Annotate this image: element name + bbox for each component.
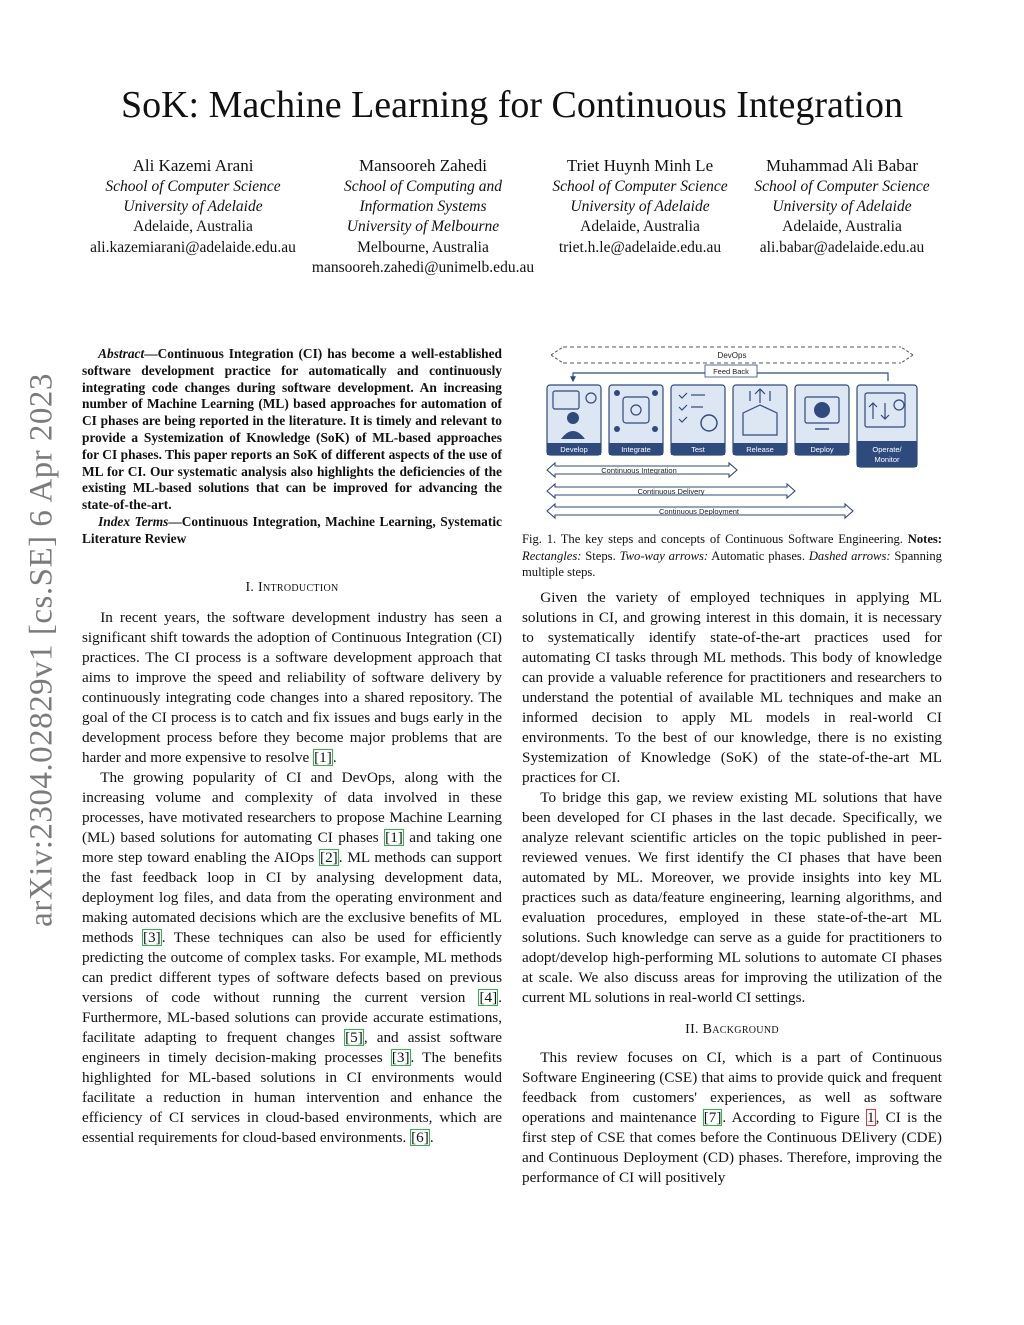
figure-1-diagram bbox=[543, 343, 921, 523]
notes-text: Spanning multiple steps. bbox=[522, 548, 942, 579]
author-email: triet.h.le@adelaide.edu.au bbox=[558, 238, 722, 256]
citation-link[interactable]: [2] bbox=[320, 848, 338, 866]
step-develop bbox=[547, 385, 601, 455]
right-column bbox=[522, 588, 942, 1188]
section-heading-introduction bbox=[82, 578, 502, 598]
step-deploy bbox=[795, 385, 849, 455]
step-label: Deploy bbox=[810, 445, 834, 454]
feedback-loop bbox=[573, 365, 888, 381]
text-run: . Furthermore, ML-based solutions can provide accurate estimations, facilitate adapting to frequent changes bbox=[82, 988, 502, 1046]
phase-label: Continuous Integration bbox=[601, 466, 677, 475]
figure-reference-link[interactable]: 1 bbox=[866, 1109, 875, 1126]
author-affiliation: University of Adelaide bbox=[772, 198, 912, 216]
background-paragraph-1 bbox=[522, 1048, 942, 1188]
notes-text: Automatic phases. bbox=[708, 548, 809, 563]
index-terms-text: —Continuous Integration, Machine Learning, Systematic Literature Review bbox=[82, 513, 502, 546]
intro-paragraph-1 bbox=[82, 608, 502, 768]
author-location: Melbourne, Australia bbox=[357, 238, 489, 256]
author-email: ali.babar@adelaide.edu.au bbox=[759, 238, 925, 256]
right-paragraph-2: To bridge this gap, we review existing ML solutions that have been developed for CI phases in the last decade. Specifically, we analyze relevant scientific articles on the topic published in peer-reviewed venues. We first identify the CI phases that have been automated by ML. Moreover, we provide insights into key ML practices such as data/feature engineering, learning algorithms, and evaluation procedures, employed in these state-of-the-art ML solutions. Such knowledge can serve as a guide for practitioners to adopt/develop high-performing ML solutions to automate CI phases at scale. We also discuss areas for improving the utilization of the current ML solutions in real-world CI settings. bbox=[522, 789, 942, 1006]
phase-label: Continuous Deployment bbox=[658, 507, 740, 516]
section-title: Introduction bbox=[258, 579, 339, 595]
author-affiliation: University of Melbourne bbox=[346, 218, 500, 236]
figure-caption-label: Fig. 1. bbox=[522, 532, 557, 546]
text-run: . bbox=[429, 1128, 434, 1146]
text-run: . bbox=[332, 748, 337, 766]
citation-link[interactable]: [4] bbox=[479, 988, 498, 1006]
step-integrate bbox=[609, 385, 663, 455]
author-name: Ali Kazemi Arani bbox=[132, 156, 254, 175]
citation-link[interactable]: [7] bbox=[703, 1109, 722, 1126]
left-column bbox=[82, 346, 502, 1148]
text-run: and taking one more step toward enabling the AIOps bbox=[82, 828, 502, 866]
section-heading-background bbox=[522, 1020, 942, 1040]
text-run: The growing popularity of CI and DevOps, along with the increasing volume and complexity of data involved in these processes, have motivated researchers to propose Machine Learning (ML) based solutions for automating CI phases bbox=[82, 768, 502, 846]
step-label: Test bbox=[691, 445, 705, 454]
author-block-4 bbox=[740, 155, 944, 258]
author-location: Adelaide, Australia bbox=[133, 218, 253, 236]
citation-link[interactable]: [1] bbox=[314, 748, 332, 766]
notes-term: Dashed arrows: bbox=[808, 548, 891, 563]
citation-link[interactable]: [3] bbox=[391, 1048, 410, 1066]
step-release bbox=[733, 385, 787, 455]
abstract-text: —Continuous Integration (CI) has become a well-established software development practice for automatically and continuously integrating code changes during software development. An increasing number of Machine Learning (ML) based approaches for automation of CI phases are being reported in the literature. It is timely and relevant to provide a Systemization of Knowledge (SoK) of ML-based approaches for CI phases. This paper reports an SoK of different aspects of the use of ML for CI. Our systematic analysis also highlights the deficiencies of the existing ML-based solutions that can be improved for advancing the state-of-the-art. bbox=[82, 346, 502, 513]
right-paragraph-1: Given the variety of employed techniques in applying ML solutions in CI, and growing interest in this domain, it is necessary to systematically identify state-of-the-art practices used for automating CI tasks through ML methods. This body of knowledge can provide a valuable reference for practitioners and researchers to understand the potential of available ML techniques and make an informed decision to apply ML models in real-world CI environments. To the best of our knowledge, there is no existing Systemization of Knowledge (SoK) of the state-of-the-art ML practices for CI. bbox=[522, 589, 942, 786]
figure-caption-text: The key steps and concepts of Continuous Software Engineering. bbox=[556, 532, 903, 546]
figure-notes-label: Notes: bbox=[907, 532, 943, 546]
devops-label: DevOps bbox=[717, 351, 747, 360]
author-email: ali.kazemiarani@adelaide.edu.au bbox=[90, 238, 296, 256]
citation-link[interactable]: [5] bbox=[345, 1028, 363, 1046]
section-number: II. bbox=[685, 1022, 703, 1037]
text-run: . ML methods can support the fast feedback loop in CI by analysing development data, deployment log files, and data from the operating environment and making automated decisions which are the exclusive benefits of ML methods bbox=[82, 848, 502, 946]
section-title: Background bbox=[702, 1022, 779, 1037]
arxiv-id: arXiv:2304.02829v1 [cs.SE] 6 Apr 2023 bbox=[23, 373, 60, 927]
author-name: Mansooreh Zahedi bbox=[359, 156, 487, 175]
paper-title: SoK: Machine Learning for Continuous Integration bbox=[120, 84, 903, 126]
phase-label: Continuous Delivery bbox=[637, 487, 705, 496]
author-affiliation: School of Computer Science bbox=[105, 178, 281, 195]
text-run: . These techniques can also be used for efficiently predicting the outcome of complex tasks. For example, ML methods can predict different types of software defects based on previous versions of code without running the current version bbox=[82, 928, 502, 1006]
feedback-label: Feed Back bbox=[713, 367, 749, 376]
author-block-1 bbox=[82, 155, 304, 258]
text-run: , and assist software engineers in timely decision-making processes bbox=[82, 1028, 502, 1066]
author-block-2 bbox=[302, 155, 544, 278]
devops-dashed-arrow bbox=[551, 347, 913, 363]
step-operate-monitor bbox=[857, 385, 917, 467]
step-label: Monitor bbox=[874, 455, 900, 464]
step-label: Develop bbox=[560, 445, 588, 454]
author-name: Triet Huynh Minh Le bbox=[566, 156, 714, 175]
author-block-3 bbox=[540, 155, 740, 258]
phase-arrow-cde bbox=[547, 484, 795, 498]
index-terms bbox=[82, 514, 502, 548]
author-affiliation: University of Adelaide bbox=[123, 198, 263, 216]
author-email: mansooreh.zahedi@unimelb.edu.au bbox=[311, 258, 535, 276]
author-affiliation: School of Computer Science bbox=[552, 178, 728, 195]
author-affiliation: University of Adelaide bbox=[570, 198, 710, 216]
citation-link[interactable]: [1] bbox=[385, 828, 403, 846]
citation-link[interactable]: [6] bbox=[411, 1128, 429, 1146]
text-run: , CI is the first step of CSE that comes before the Continuous DElivery (CDE) and Continuous Deployment (CD) phases. Therefore, improving the performance of CI will positively bbox=[522, 1109, 942, 1186]
author-location: Adelaide, Australia bbox=[782, 218, 902, 236]
step-label: Integrate bbox=[621, 445, 651, 454]
text-run: In recent years, the software development industry has seen a significant shift towards the adoption of Continuous Integration (CI) practices. The CI process is a software development approach that aims to improve the speed and reliability of software delivery by continuously integrating code changes into a shared repository. The goal of the CI process is to catch and fix issues and bugs early in the development process before they become major problems that are harder and more expensive to resolve bbox=[82, 608, 502, 766]
notes-text: Steps. bbox=[581, 548, 620, 563]
step-test bbox=[671, 385, 725, 455]
text-run: This review focuses on CI, which is a part of Continuous Software Engineering (CSE) that aims to provide quick and frequent feedback from customers' experiences, as well as software operations and maintenance bbox=[522, 1049, 942, 1126]
step-label: Release bbox=[746, 445, 774, 454]
section-number: I. bbox=[245, 579, 259, 595]
text-run: . The benefits highlighted for ML-based solutions in CI environments would facilitate a reduction in human intervention and enhance the efficiency of CI services in cloud-based environments, which are essential requirements for cloud-based environments. bbox=[82, 1048, 502, 1146]
intro-paragraph-2 bbox=[82, 768, 502, 1148]
notes-term: Rectangles: bbox=[522, 548, 582, 563]
author-affiliation: School of Computing and bbox=[343, 178, 502, 195]
author-name: Muhammad Ali Babar bbox=[765, 156, 919, 175]
abstract bbox=[82, 346, 502, 514]
author-affiliation: Information Systems bbox=[359, 198, 487, 216]
phase-arrow-cd bbox=[547, 504, 853, 518]
citation-link[interactable]: [3] bbox=[142, 928, 161, 946]
phase-arrow-ci bbox=[547, 463, 737, 477]
step-label: Operate/ bbox=[872, 445, 902, 454]
author-affiliation: School of Computer Science bbox=[754, 178, 930, 195]
abstract-label: Abstract bbox=[98, 346, 145, 361]
text-run: . According to Figure bbox=[722, 1109, 866, 1126]
notes-term: Two-way arrows: bbox=[619, 548, 709, 563]
author-location: Adelaide, Australia bbox=[580, 218, 700, 236]
figure-caption bbox=[522, 531, 942, 581]
index-terms-label: Index Terms bbox=[98, 513, 169, 529]
